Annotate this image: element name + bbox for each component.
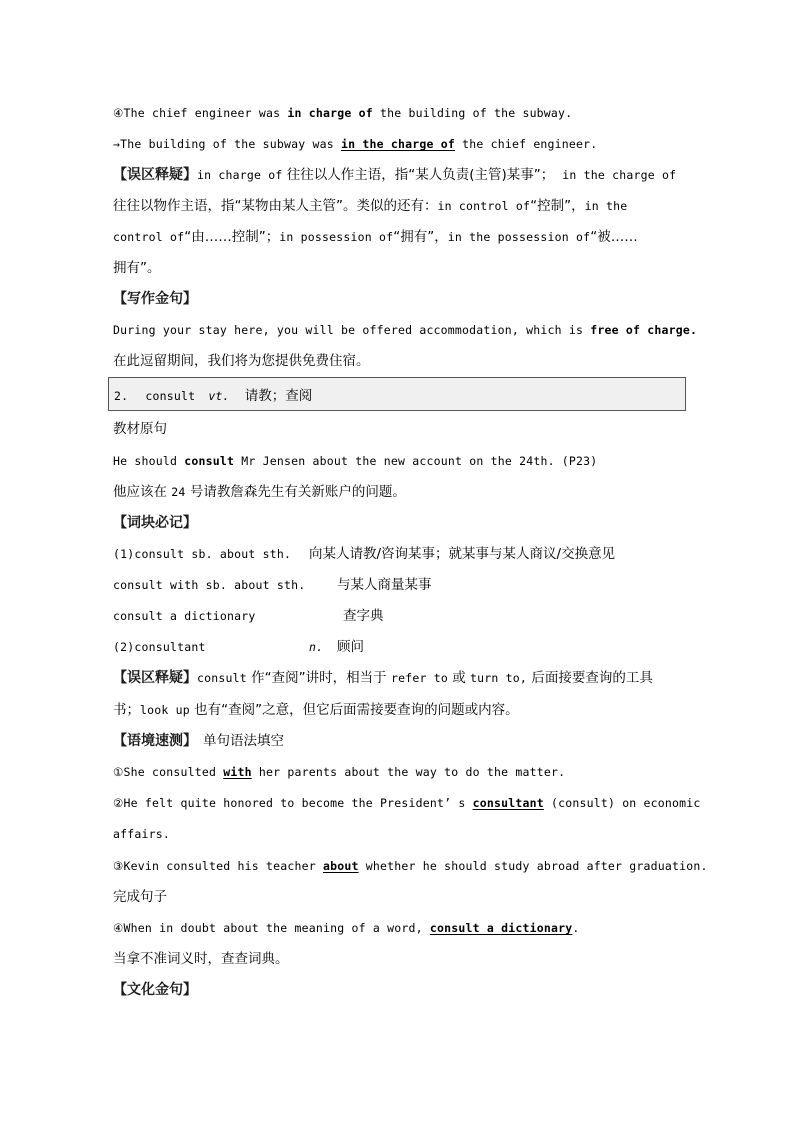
chunks-label: 【词块必记】: [113, 515, 197, 531]
example-4-transformed: →The building of the subway was in the charge of the chief engineer.: [113, 137, 598, 151]
confusion-note-1-line-4: 拥有”。: [113, 260, 161, 276]
practice-question-3: ③Kevin consulted his teacher about whether he should study abroad after graduation.: [113, 859, 708, 873]
confusion-note-1-line-1: 【误区释疑】in charge of 往往以人作主语，指“某人负责(主管)某事”； in the charge of: [113, 167, 677, 183]
textbook-label: 教材原句: [113, 421, 167, 437]
word-meaning: 请教；查阅: [244, 388, 313, 404]
practice-question-4: ④When in doubt about the meaning of a word, consult a dictionary.: [113, 921, 580, 935]
writing-label: 【写作金句】: [113, 291, 197, 307]
textbook-sentence-zh: 他应该在 24 号请教詹森先生有关新账户的问题。: [113, 484, 406, 500]
practice-question-2: ②He felt quite honored to become the President’ s consultant (consult) on economic: [113, 796, 701, 810]
practice-heading: [113, 730, 693, 752]
answer-blank: with: [223, 765, 252, 779]
circled-number: ④: [113, 106, 124, 120]
answer-blank: consultant: [472, 796, 544, 810]
practice-question-2-cont: affairs.: [113, 827, 170, 841]
confusion-note-2-line-2: 书；look up 也有“查阅”之意，但它后面需接要查询的问题或内容。: [113, 702, 519, 718]
practice-question-4-zh: 当拿不准词义时，查查词典。: [113, 951, 289, 967]
section-label: 【误区释疑】: [113, 670, 197, 686]
practice-label: 【语境速测】: [113, 733, 197, 749]
culture-label: 【文化金句】: [113, 982, 197, 998]
answer-blank: about: [322, 859, 359, 873]
phrase-bold: in charge of: [287, 106, 373, 120]
chunk-item: consult with sb. about sth. 与某人商量某事: [113, 577, 432, 593]
writing-sentence-en: During your stay here, you will be offered accommodation, which is free of charge.: [113, 323, 698, 337]
practice-sublabel: 单句语法填空: [203, 733, 284, 749]
chunk-item: consult a dictionary 查字典: [113, 608, 384, 624]
confusion-note-2-line-1: 【误区释疑】consult 作“查阅”讲时，相当于 refer to 或 turn to, 后面接要查询的工具: [113, 670, 653, 686]
section-label: 【误区释疑】: [113, 167, 197, 183]
word-number: 2.: [114, 389, 129, 403]
writing-sentence-zh: 在此逗留期间，我们将为您提供免费住宿。: [113, 353, 370, 369]
part-of-speech: vt.: [208, 389, 230, 403]
headword: consult: [145, 389, 196, 403]
word-header: [114, 384, 312, 406]
word-header-box: [108, 377, 686, 411]
confusion-note-1-line-3: control of“由……控制”；in possession of“拥有”，in the possession of“被……: [113, 229, 638, 245]
phrase-underlined: in the charge of: [340, 137, 455, 151]
textbook-sentence-en: He should consult Mr Jensen about the new account on the 24th. (P23): [113, 454, 598, 468]
example-4: ④The chief engineer was in charge of the building of the subway.: [113, 106, 573, 120]
complete-sentence-label: 完成句子: [113, 889, 167, 905]
chunk-item: (2)consultant n. 顾问: [113, 639, 364, 655]
practice-question-1: ①She consulted with her parents about the way to do the matter.: [113, 765, 566, 779]
answer-blank: consult a dictionary: [429, 921, 573, 935]
confusion-note-1-line-2: 往往以物作主语，指“某物由某人主管”。类似的还有：in control of“控制”，in the: [113, 198, 628, 214]
chunk-item: (1)consult sb. about sth. 向某人请教/咨询某事；就某事与某人商议/交换意见: [113, 546, 616, 562]
arrow-icon: →: [113, 137, 121, 151]
